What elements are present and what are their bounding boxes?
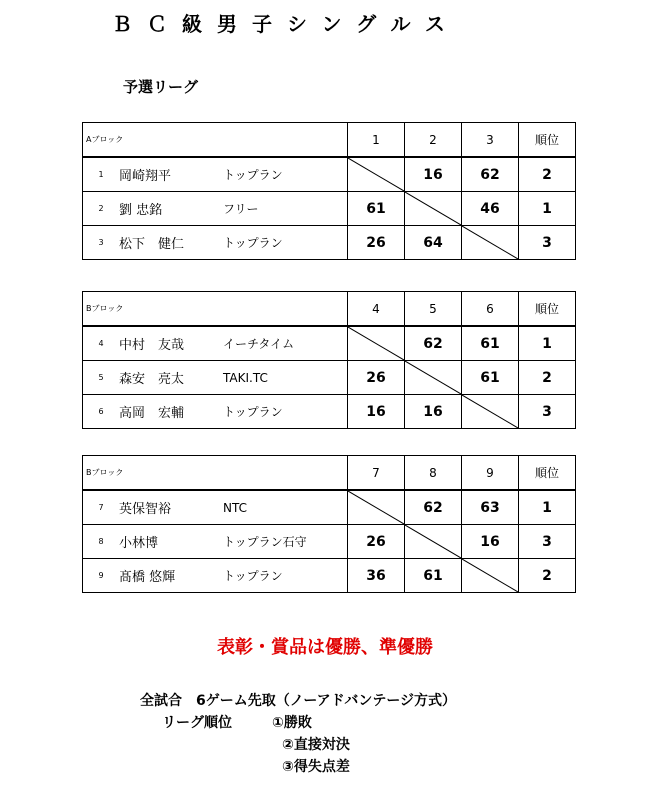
diagonal-empty-cell <box>462 226 519 260</box>
rules-section <box>140 690 456 778</box>
page-title: ＢＣ級男子シングルス <box>112 12 460 36</box>
block-label: Aブロック <box>83 123 348 158</box>
table-row <box>83 326 576 361</box>
player-name: 岡崎翔平 <box>119 169 172 184</box>
player-club: トップラン石守 <box>223 535 307 549</box>
match-score: 16 <box>405 157 462 192</box>
player-id: 1 <box>98 170 104 179</box>
criterion-3: ③得失点差 <box>282 759 350 775</box>
match-score: 26 <box>348 525 405 559</box>
table-row <box>83 361 576 395</box>
player-id: 9 <box>98 571 104 580</box>
table-row <box>83 157 576 192</box>
diagonal-empty-cell <box>462 395 519 429</box>
match-score: 61 <box>405 559 462 593</box>
diagonal-empty-cell <box>348 326 405 361</box>
player-name: 劉 忠銘 <box>119 203 163 218</box>
player-id: 3 <box>98 238 104 247</box>
match-score: 62 <box>462 157 519 192</box>
player-name: 森安 亮太 <box>119 372 185 387</box>
player-cell <box>83 226 348 260</box>
player-club: トップラン <box>223 168 283 182</box>
match-score: 26 <box>348 361 405 395</box>
player-rank: 1 <box>519 490 576 525</box>
player-id: 5 <box>98 373 104 382</box>
diagonal-empty-cell <box>348 490 405 525</box>
match-score: 62 <box>405 490 462 525</box>
player-rank: 1 <box>519 326 576 361</box>
player-number-header: 6 <box>462 292 519 327</box>
player-name: 英保智裕 <box>119 502 172 517</box>
diagonal-empty-cell <box>405 525 462 559</box>
criterion-1: ①勝敗 <box>272 715 312 731</box>
player-rank: 1 <box>519 192 576 226</box>
player-rank: 2 <box>519 361 576 395</box>
player-rank: 3 <box>519 395 576 429</box>
block-label: Bブロック <box>83 292 348 327</box>
player-name: 中村 友哉 <box>119 338 185 353</box>
rank-header: 順位 <box>519 456 576 491</box>
player-number-header: 5 <box>405 292 462 327</box>
section-subtitle: 予選リーグ <box>123 78 199 96</box>
player-cell <box>83 361 348 395</box>
table-header-row <box>83 292 576 327</box>
table-row <box>83 559 576 593</box>
player-rank: 3 <box>519 226 576 260</box>
player-club: トップラン <box>223 236 283 250</box>
player-club: TAKI.TC <box>223 370 268 385</box>
block-label: Bブロック <box>83 456 348 491</box>
table-row <box>83 226 576 260</box>
player-rank: 3 <box>519 525 576 559</box>
player-cell <box>83 525 348 559</box>
player-rank: 2 <box>519 157 576 192</box>
player-id: 2 <box>98 204 104 213</box>
player-id: 8 <box>98 537 104 546</box>
match-score: 62 <box>405 326 462 361</box>
match-score: 36 <box>348 559 405 593</box>
player-cell <box>83 326 348 361</box>
player-id: 4 <box>98 339 104 348</box>
match-score: 64 <box>405 226 462 260</box>
table-header-row <box>83 123 576 158</box>
match-score: 61 <box>462 361 519 395</box>
league-table <box>82 455 576 593</box>
player-cell <box>83 192 348 226</box>
rank-header: 順位 <box>519 292 576 327</box>
player-number-header: 3 <box>462 123 519 158</box>
player-number-header: 4 <box>348 292 405 327</box>
player-club: フリー <box>223 202 259 216</box>
table-header-row <box>83 456 576 491</box>
match-score: 16 <box>405 395 462 429</box>
player-name: 髙橋 悠輝 <box>119 570 176 585</box>
player-club: トップラン <box>223 405 283 419</box>
player-number-header: 8 <box>405 456 462 491</box>
player-cell <box>83 157 348 192</box>
diagonal-empty-cell <box>348 157 405 192</box>
player-id: 7 <box>98 503 104 512</box>
player-number-header: 1 <box>348 123 405 158</box>
table-row <box>83 490 576 525</box>
match-score: 26 <box>348 226 405 260</box>
player-club: イーチタイム <box>223 337 295 351</box>
diagonal-empty-cell <box>405 361 462 395</box>
table-row <box>83 192 576 226</box>
player-cell <box>83 490 348 525</box>
ranking-criteria-row <box>140 712 456 734</box>
player-name: 松下 健仁 <box>119 237 185 252</box>
diagonal-empty-cell <box>462 559 519 593</box>
player-number-header: 7 <box>348 456 405 491</box>
match-score: 46 <box>462 192 519 226</box>
player-name: 高岡 宏輔 <box>119 406 185 421</box>
league-table <box>82 291 576 429</box>
rank-header: 順位 <box>519 123 576 158</box>
player-rank: 2 <box>519 559 576 593</box>
match-score: 16 <box>348 395 405 429</box>
diagonal-empty-cell <box>405 192 462 226</box>
player-name: 小林博 <box>119 536 159 551</box>
player-number-header: 9 <box>462 456 519 491</box>
criterion-2: ②直接対決 <box>282 737 350 753</box>
league-table <box>82 122 576 260</box>
player-id: 6 <box>98 407 104 416</box>
table-row <box>83 395 576 429</box>
player-number-header: 2 <box>405 123 462 158</box>
ranking-label: リーグ順位 <box>162 715 232 731</box>
player-club: NTC <box>223 500 247 515</box>
match-format: 全試合 6ゲーム先取（ノーアドバンテージ方式） <box>140 693 457 709</box>
match-score: 61 <box>462 326 519 361</box>
player-cell <box>83 559 348 593</box>
match-score: 16 <box>462 525 519 559</box>
table-row <box>83 525 576 559</box>
match-score: 63 <box>462 490 519 525</box>
player-club: トップラン <box>223 569 283 583</box>
match-score: 61 <box>348 192 405 226</box>
player-cell <box>83 395 348 429</box>
award-notice: 表彰・賞品は優勝、準優勝 <box>217 637 433 658</box>
